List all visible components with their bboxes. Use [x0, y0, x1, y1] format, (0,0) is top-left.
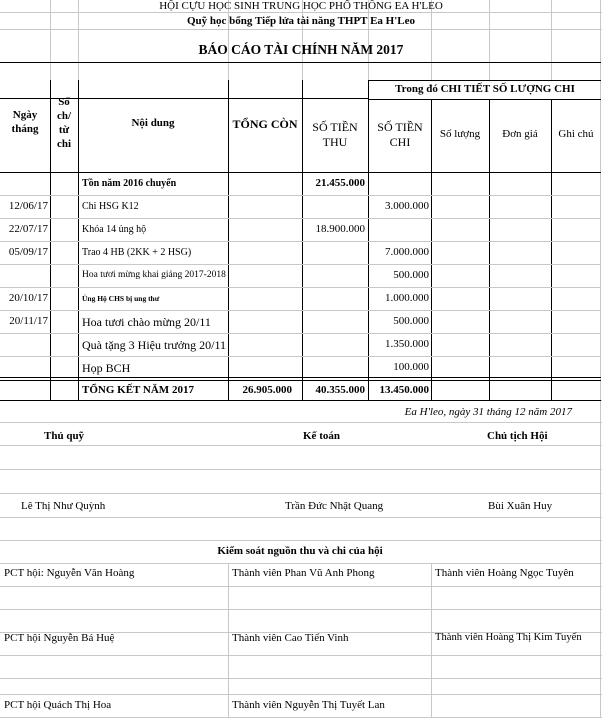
role-president: Chủ tịch Hội: [487, 430, 548, 442]
table-border: [431, 99, 432, 400]
role-accountant: Kế toán: [303, 430, 340, 442]
table-border: [78, 80, 79, 400]
table-border: [228, 80, 229, 400]
gridline: [0, 694, 602, 695]
gridline: [0, 445, 602, 446]
row-income: 18.900.000: [315, 223, 365, 235]
row-line: [0, 310, 600, 311]
row-expense: 1.000.000: [385, 292, 429, 304]
gridline: [0, 540, 602, 541]
control-member: Thành viên Nguyễn Thị Tuyết Lan: [232, 699, 385, 711]
col-header-date: Ngày tháng: [11, 109, 39, 135]
total-income: 40.355.000: [315, 384, 365, 396]
table-border: [0, 400, 601, 401]
row-line: [0, 218, 600, 219]
gridline: [0, 563, 602, 564]
table-border: [0, 172, 601, 173]
row-expense: 100.000: [393, 361, 429, 373]
place-date: Ea H'leo, ngày 31 tháng 12 năm 2017: [404, 406, 572, 418]
gridline: [0, 493, 602, 494]
total-label: TỔNG KẾT NĂM 2017: [82, 384, 194, 396]
table-border: [551, 99, 552, 400]
row-line: [0, 356, 600, 357]
row-expense: 3.000.000: [385, 200, 429, 212]
row-income: 21.455.000: [315, 177, 365, 189]
control-member: Thành viên Cao Tiến Vinh: [232, 632, 349, 644]
row-expense: 500.000: [393, 315, 429, 327]
row-content: Khóa 14 ủng hộ: [82, 224, 147, 235]
row-date: 22/07/17: [8, 223, 48, 235]
row-expense: 1.350.000: [385, 338, 429, 350]
gridline: [600, 0, 601, 718]
gridline: [0, 586, 602, 587]
row-content: Quà tặng 3 Hiệu trưởng 20/11: [82, 338, 227, 352]
table-border: [368, 80, 369, 400]
name-president: Bùi Xuân Huy: [488, 500, 553, 512]
role-treasurer: Thủ quỹ: [44, 430, 85, 442]
row-content: Chi HSG K12: [82, 201, 139, 212]
row-date: 12/06/17: [8, 200, 48, 212]
gridline: [0, 469, 602, 470]
total-expense: 13.450.000: [379, 384, 429, 396]
table-border: [302, 80, 303, 400]
row-content: Hoa tươi chào mừng 20/11: [82, 315, 211, 329]
gridline: [0, 29, 602, 30]
gridline: [0, 517, 602, 518]
table-border: [50, 80, 51, 400]
name-accountant: Trần Đức Nhật Quang: [285, 500, 384, 512]
col-header-balance: TỔNG CÒN: [232, 117, 298, 131]
col-header-detail-group: Trong đó CHI TIẾT SỐ LƯỢNG CHI: [395, 83, 575, 95]
col-header-quantity: Số lượng: [439, 128, 481, 140]
report-title: BÁO CÁO TÀI CHÍNH NĂM 2017: [198, 42, 404, 57]
row-content: Tồn năm 2016 chuyển: [82, 178, 177, 189]
row-content: Hoa tươi mừng khai giảng 2017-2018: [82, 270, 226, 280]
row-content: Họp BCH: [82, 361, 131, 375]
table-border: [0, 62, 601, 63]
row-date: 20/10/17: [8, 292, 48, 304]
row-line: [0, 333, 600, 334]
control-member: PCT hội: Nguyễn Văn Hoàng: [4, 567, 135, 579]
col-header-voucher: Số ch/ từ chi: [56, 96, 72, 150]
col-header-expense: SỐ TIỀN CHI: [377, 120, 423, 149]
table-border: [0, 380, 601, 381]
control-member: Thành viên Phan Vũ Anh Phong: [232, 567, 375, 579]
control-member: PCT hội Quách Thị Hoa: [4, 699, 112, 711]
table-border: [368, 80, 601, 81]
gridline: [0, 655, 602, 656]
col-header-content: Nội dung: [131, 117, 175, 129]
gridline: [0, 678, 602, 679]
row-expense: 7.000.000: [385, 246, 429, 258]
row-content: Ủng Hộ CHS bị ung thư: [82, 294, 160, 303]
table-border: [489, 99, 490, 400]
row-date: 20/11/17: [9, 315, 48, 327]
row-expense: 500.000: [393, 269, 429, 281]
col-header-income: SỐ TIỀN THU: [312, 120, 358, 149]
gridline: [0, 609, 602, 610]
control-title: Kiểm soát nguồn thu và chi của hội: [217, 545, 383, 557]
row-content: Trao 4 HB (2KK + 2 HSG): [82, 247, 192, 258]
col-header-note: Ghi chú: [558, 128, 594, 140]
gridline: [431, 563, 432, 718]
total-balance: 26.905.000: [242, 384, 292, 396]
row-line: [0, 195, 600, 196]
fund-name: Quỹ học bổng Tiếp lửa tài năng THPT Ea H'Leo: [187, 15, 415, 27]
row-date: 05/09/17: [8, 246, 48, 258]
gridline: [228, 563, 229, 718]
table-border: [368, 99, 601, 100]
org-name: HỘI CỰU HỌC SINH TRUNG HỌC PHỔ THÔNG EA H'LEO: [159, 0, 443, 12]
table-border: [0, 377, 601, 378]
control-member: Thành viên Hoàng Thị Kim Tuyến: [435, 632, 582, 643]
gridline: [0, 422, 602, 423]
row-line: [0, 264, 600, 265]
row-line: [0, 287, 600, 288]
control-member: PCT hội Nguyễn Bá Huệ: [4, 632, 115, 644]
name-treasurer: Lê Thị Như Quỳnh: [21, 500, 106, 512]
control-member: Thành viên Hoàng Ngọc Tuyên: [435, 567, 574, 579]
col-header-unit-price: Đơn giá: [502, 128, 538, 140]
row-line: [0, 241, 600, 242]
